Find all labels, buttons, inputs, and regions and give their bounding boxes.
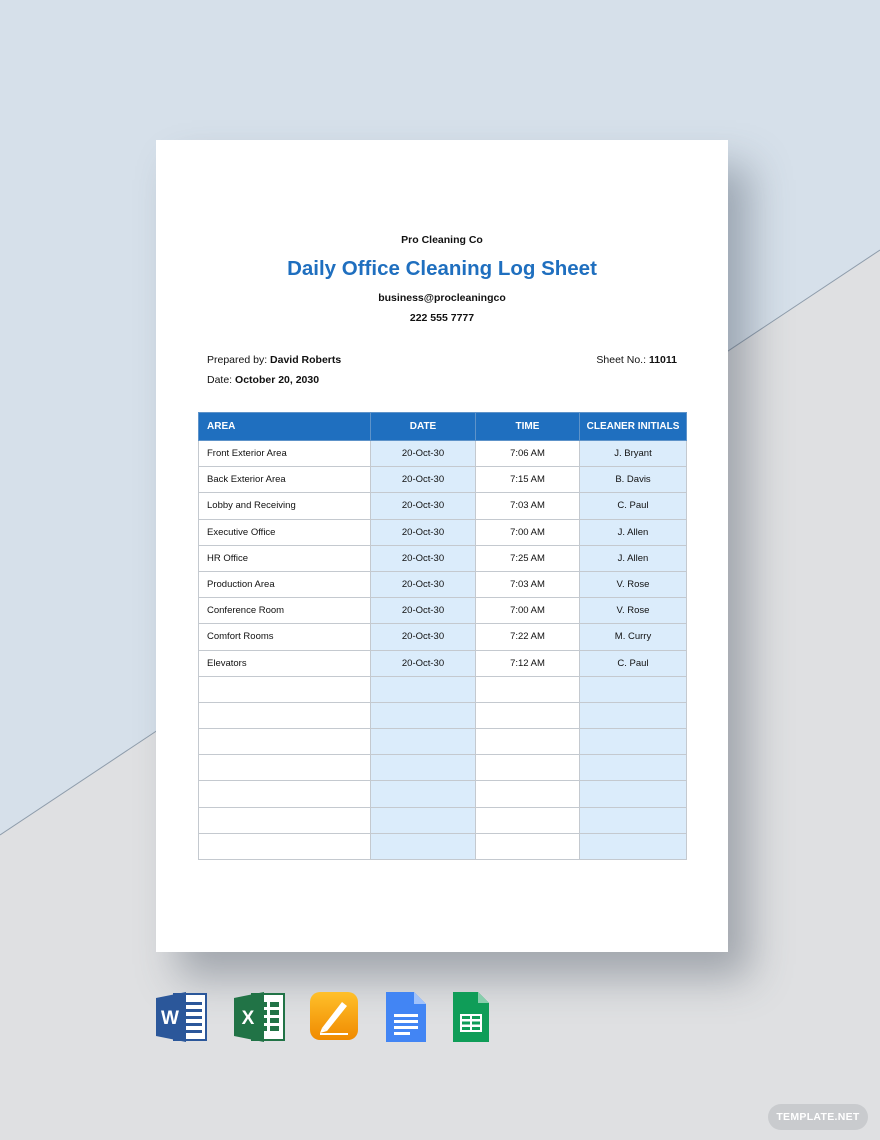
area-cell: Comfort Rooms	[199, 624, 371, 650]
date-cell: 20-Oct-30	[371, 519, 476, 545]
area-cell	[199, 676, 371, 702]
cleaner-initials-cell: B. Davis	[580, 467, 687, 493]
company-phone: 222 555 7777	[409, 312, 475, 324]
cleaner-initials-cell: V. Rose	[580, 571, 687, 597]
time-cell: 7:03 AM	[476, 493, 580, 519]
date-cell: 20-Oct-30	[371, 571, 476, 597]
table-row	[199, 650, 687, 676]
area-cell	[199, 702, 371, 728]
cleaner-initials-cell	[580, 729, 687, 755]
company-name: Pro Cleaning Co	[401, 234, 483, 246]
log-date	[207, 374, 319, 386]
date-value: October 20, 2030	[235, 374, 320, 386]
date-cell: 20-Oct-30	[371, 493, 476, 519]
table-row	[199, 833, 687, 859]
date-cell	[371, 729, 476, 755]
header-area: AREA	[199, 413, 371, 441]
time-cell	[476, 729, 580, 755]
template-net-badge[interactable]: TEMPLATE.NET	[768, 1104, 868, 1130]
google-docs-icon[interactable]	[384, 990, 428, 1044]
prepared-by	[207, 354, 341, 366]
excel-icon[interactable]	[232, 990, 286, 1044]
date-cell	[371, 676, 476, 702]
time-cell: 7:00 AM	[476, 598, 580, 624]
table-row	[199, 598, 687, 624]
area-cell	[199, 833, 371, 859]
sheet-no-value: 11011	[648, 354, 677, 366]
time-cell	[476, 833, 580, 859]
sheet-number	[596, 354, 677, 366]
header-date: DATE	[371, 413, 476, 441]
area-cell: Front Exterior Area	[199, 441, 371, 467]
time-cell	[476, 755, 580, 781]
area-cell	[199, 729, 371, 755]
table-row	[199, 755, 687, 781]
area-cell: Production Area	[199, 571, 371, 597]
time-cell: 7:12 AM	[476, 650, 580, 676]
time-cell	[476, 702, 580, 728]
header-time: TIME	[476, 413, 580, 441]
time-cell	[476, 781, 580, 807]
time-cell: 7:15 AM	[476, 467, 580, 493]
area-cell: HR Office	[199, 545, 371, 571]
cleaner-initials-cell: M. Curry	[580, 624, 687, 650]
cleaner-initials-cell: J. Allen	[580, 519, 687, 545]
table-row	[199, 467, 687, 493]
time-cell	[476, 807, 580, 833]
date-cell: 20-Oct-30	[371, 467, 476, 493]
cleaner-initials-cell	[580, 702, 687, 728]
table-row	[199, 493, 687, 519]
time-cell: 7:00 AM	[476, 519, 580, 545]
time-cell	[476, 676, 580, 702]
area-cell	[199, 781, 371, 807]
date-cell: 20-Oct-30	[371, 624, 476, 650]
word-icon[interactable]	[154, 990, 208, 1044]
date-cell: 20-Oct-30	[371, 598, 476, 624]
cleaner-initials-cell	[580, 833, 687, 859]
cleaner-initials-cell: C. Paul	[580, 650, 687, 676]
table-header-row	[199, 413, 687, 441]
date-cell	[371, 807, 476, 833]
area-cell	[199, 807, 371, 833]
area-cell: Back Exterior Area	[199, 467, 371, 493]
cleaner-initials-cell: J. Allen	[580, 545, 687, 571]
area-cell	[199, 755, 371, 781]
date-cell: 20-Oct-30	[371, 545, 476, 571]
header-cleaner-initials: CLEANER INITIALS	[580, 413, 687, 441]
prepared-by-label: Prepared by:	[207, 354, 268, 366]
table-row	[199, 729, 687, 755]
cleaner-initials-cell	[580, 781, 687, 807]
pages-icon[interactable]	[308, 990, 360, 1042]
table-row	[199, 624, 687, 650]
area-cell: Lobby and Receiving	[199, 493, 371, 519]
google-sheets-icon[interactable]	[451, 990, 491, 1044]
area-cell: Elevators	[199, 650, 371, 676]
company-email: business@procleaningco	[378, 292, 506, 304]
date-cell: 20-Oct-30	[371, 650, 476, 676]
document-page	[156, 140, 728, 952]
time-cell: 7:03 AM	[476, 571, 580, 597]
date-cell	[371, 781, 476, 807]
prepared-by-value: David Roberts	[270, 354, 342, 366]
date-cell	[371, 702, 476, 728]
cleaner-initials-cell: J. Bryant	[580, 441, 687, 467]
table-body	[199, 441, 687, 860]
time-cell: 7:06 AM	[476, 441, 580, 467]
table-row	[199, 702, 687, 728]
area-cell: Executive Office	[199, 519, 371, 545]
sheet-no-label: Sheet No.:	[596, 354, 647, 366]
excel-icon-letter: X	[241, 1008, 255, 1029]
table-row	[199, 441, 687, 467]
cleaning-log-table	[198, 412, 687, 860]
cleaner-initials-cell: C. Paul	[580, 493, 687, 519]
table-row	[199, 571, 687, 597]
time-cell: 7:25 AM	[476, 545, 580, 571]
date-cell	[371, 833, 476, 859]
date-cell: 20-Oct-30	[371, 441, 476, 467]
word-icon-letter: W	[161, 1008, 179, 1029]
date-cell	[371, 755, 476, 781]
table-row	[199, 519, 687, 545]
cleaner-initials-cell: V. Rose	[580, 598, 687, 624]
date-label: Date:	[207, 374, 233, 386]
document-title: Daily Office Cleaning Log Sheet	[287, 257, 597, 280]
table-row	[199, 545, 687, 571]
table-row	[199, 807, 687, 833]
cleaner-initials-cell	[580, 755, 687, 781]
cleaner-initials-cell	[580, 676, 687, 702]
time-cell: 7:22 AM	[476, 624, 580, 650]
cleaner-initials-cell	[580, 807, 687, 833]
area-cell: Conference Room	[199, 598, 371, 624]
table-row	[199, 781, 687, 807]
table-row	[199, 676, 687, 702]
